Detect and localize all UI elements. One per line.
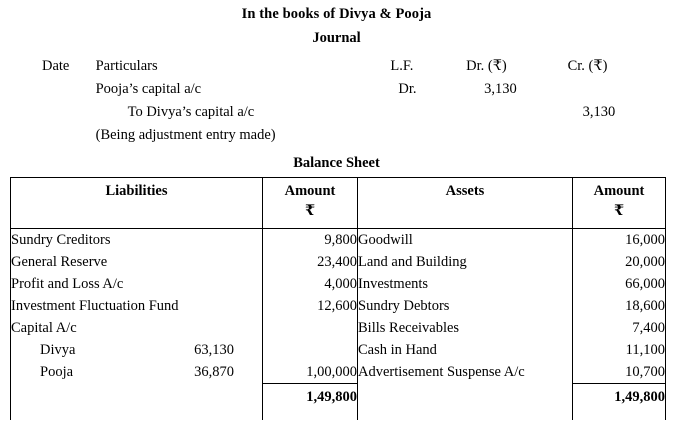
journal-entry-debit: 3,130 bbox=[484, 81, 517, 97]
journal-entry-row bbox=[0, 124, 673, 147]
journal-col-cr: Cr. (₹) bbox=[567, 58, 608, 74]
table-row bbox=[11, 251, 666, 273]
asset-label: Sundry Debtors bbox=[358, 295, 573, 317]
journal-entry-credit bbox=[568, 124, 673, 147]
partner-name: Divya bbox=[40, 342, 76, 358]
column-header-amount-left bbox=[263, 178, 358, 229]
balance-sheet-header-row bbox=[11, 178, 666, 229]
total-amount-left: 1,49,800 bbox=[263, 384, 358, 411]
balance-sheet-section bbox=[10, 177, 665, 420]
journal-entry-date bbox=[0, 124, 96, 147]
liability-amount bbox=[263, 339, 358, 361]
journal-entry-lf: Dr. bbox=[398, 81, 417, 97]
rupee-symbol-right: ₹ bbox=[613, 203, 625, 219]
table-row-capital-partner bbox=[11, 339, 666, 361]
partner-capital-value: 63,130 bbox=[194, 342, 234, 358]
asset-amount: 16,000 bbox=[573, 229, 666, 252]
journal-entry-narration: (Being adjustment entry made) bbox=[95, 127, 276, 143]
journal-entry-lf bbox=[390, 124, 466, 147]
amount-left-header-label: Amount bbox=[284, 183, 336, 199]
table-row bbox=[11, 317, 666, 339]
total-label-left bbox=[11, 384, 263, 411]
journal-subtitle: Journal bbox=[312, 30, 361, 46]
asset-label: Investments bbox=[358, 273, 573, 295]
column-header-amount-right bbox=[573, 178, 666, 229]
partner-capital-value: 36,870 bbox=[194, 364, 234, 380]
journal-entry-date bbox=[0, 78, 96, 101]
liability-amount: 12,600 bbox=[263, 295, 358, 317]
journal-entry-credit bbox=[568, 78, 673, 101]
journal-entry-particulars: Pooja’s capital a/c bbox=[95, 81, 202, 97]
spacer-cell bbox=[263, 410, 358, 420]
liability-amount: 4,000 bbox=[263, 273, 358, 295]
asset-label: Land and Building bbox=[358, 251, 573, 273]
capital-partner-cell bbox=[11, 361, 263, 384]
journal-col-date: Date bbox=[42, 58, 70, 74]
journal-entry-debit bbox=[466, 124, 567, 147]
assets-header-label: Assets bbox=[445, 183, 485, 199]
capital-partner-cell bbox=[11, 339, 263, 361]
asset-amount: 7,400 bbox=[573, 317, 666, 339]
table-row-capital-partner bbox=[11, 361, 666, 384]
column-header-assets bbox=[358, 178, 573, 229]
liability-label: Profit and Loss A/c bbox=[11, 273, 263, 295]
amount-right-header-label: Amount bbox=[593, 183, 645, 199]
liability-label: Investment Fluctuation Fund bbox=[11, 295, 263, 317]
asset-amount: 18,600 bbox=[573, 295, 666, 317]
balance-sheet-table bbox=[10, 177, 666, 420]
partner-name: Pooja bbox=[40, 364, 74, 380]
liability-label: Capital A/c bbox=[11, 317, 263, 339]
table-row bbox=[11, 273, 666, 295]
table-row bbox=[11, 229, 666, 252]
table-row bbox=[11, 295, 666, 317]
spacer-cell bbox=[358, 410, 573, 420]
liability-amount bbox=[263, 317, 358, 339]
asset-label: Cash in Hand bbox=[358, 339, 573, 361]
liability-label: General Reserve bbox=[11, 251, 263, 273]
total-amount-right: 1,49,800 bbox=[573, 384, 666, 411]
balance-sheet-heading: Balance Sheet bbox=[293, 155, 380, 171]
journal-col-particulars: Particulars bbox=[95, 58, 158, 74]
spacer-cell bbox=[573, 410, 666, 420]
liability-amount: 9,800 bbox=[263, 229, 358, 252]
journal-entry-row bbox=[0, 101, 673, 124]
total-label-right bbox=[358, 384, 573, 411]
journal-col-dr: Dr. (₹) bbox=[466, 58, 507, 74]
asset-amount: 11,100 bbox=[573, 339, 666, 361]
liabilities-header-label: Liabilities bbox=[105, 183, 168, 199]
asset-amount: 20,000 bbox=[573, 251, 666, 273]
journal-section bbox=[0, 0, 673, 147]
journal-entry-lf bbox=[390, 101, 466, 124]
journal-entry-row bbox=[0, 78, 673, 101]
journal-entry-credit: 3,130 bbox=[582, 104, 616, 120]
asset-amount: 10,700 bbox=[573, 361, 666, 384]
capital-total-amount: 1,00,000 bbox=[263, 361, 358, 384]
journal-entry-particulars: To Divya’s capital a/c bbox=[127, 104, 255, 120]
column-header-liabilities bbox=[11, 178, 263, 229]
asset-label: Advertisement Suspense A/c bbox=[358, 361, 573, 384]
journal-col-lf: L.F. bbox=[390, 58, 414, 74]
document-title: In the books of Divya & Pooja bbox=[241, 6, 432, 22]
asset-amount: 66,000 bbox=[573, 273, 666, 295]
table-row-total bbox=[11, 384, 666, 411]
asset-label: Bills Receivables bbox=[358, 317, 573, 339]
asset-label: Goodwill bbox=[358, 229, 573, 252]
liability-amount: 23,400 bbox=[263, 251, 358, 273]
rupee-symbol-left: ₹ bbox=[304, 203, 316, 219]
journal-entry-debit bbox=[466, 101, 567, 124]
table-row-spacer bbox=[11, 410, 666, 420]
spacer-cell bbox=[11, 410, 263, 420]
journal-table bbox=[0, 55, 673, 147]
liability-label: Sundry Creditors bbox=[11, 229, 263, 252]
journal-header-row bbox=[0, 55, 673, 78]
journal-entry-date bbox=[0, 101, 96, 124]
